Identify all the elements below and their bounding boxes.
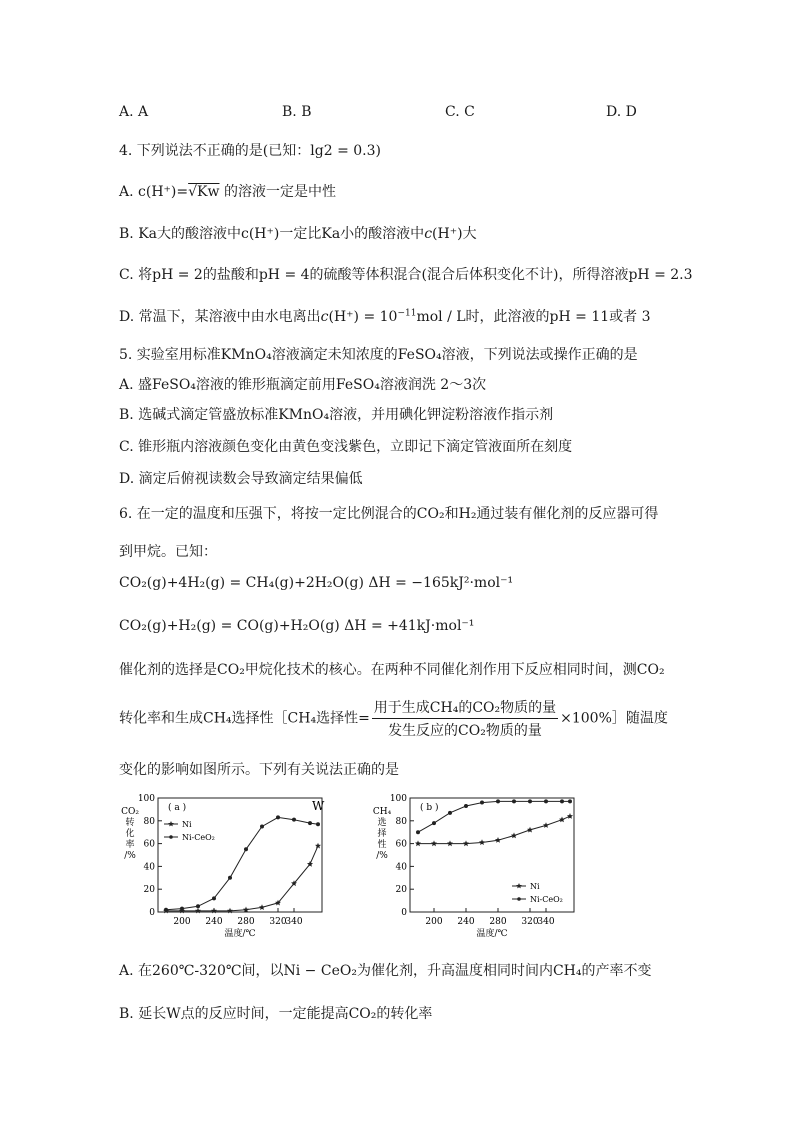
q5-option-d: D. 滴定后俯视读数会导致滴定结果偏低 bbox=[119, 471, 363, 487]
data-point-star bbox=[559, 817, 565, 823]
data-point-star bbox=[259, 904, 265, 910]
y-tick-label: 60 bbox=[143, 839, 155, 850]
q4-b-text: 一定比Ka小的酸溶液中 bbox=[279, 226, 425, 242]
q4-stem: 4. 下列说法不正确的是(已知：lg2 = 0.3) bbox=[119, 143, 381, 159]
q6-equation-1: CO₂(g)+4H₂(g) = CH₄(g)+2H₂O(g) ΔH = −165kJ²·mol⁻¹ bbox=[119, 575, 514, 591]
q4-option-b bbox=[119, 223, 477, 243]
y-tick-label: 80 bbox=[143, 816, 155, 827]
series-line bbox=[418, 816, 570, 843]
q4-option-c: C. 将pH = 2的盐酸和pH = 4的硫酸等体积混合(混合后体积变化不计)，所得溶液pH = 2.3 bbox=[119, 267, 693, 283]
data-point-star bbox=[195, 908, 201, 914]
q4-option-d bbox=[119, 306, 651, 326]
data-point-dot bbox=[212, 896, 216, 900]
y-tick-label: 0 bbox=[401, 908, 407, 918]
data-point-star bbox=[227, 908, 233, 914]
data-point-dot bbox=[528, 799, 532, 803]
q4-a-prefix: A. c bbox=[119, 184, 146, 200]
y-axis-label: 选 bbox=[377, 818, 387, 828]
y-axis-label: 率 bbox=[125, 840, 135, 850]
x-tick-label: 340 bbox=[537, 917, 555, 927]
q5-option-a: A. 盛FeSO₄溶液的锥形瓶滴定前用FeSO₄溶液润洗 2～3次 bbox=[119, 377, 487, 393]
q6-option-b: B. 延长W点的反应时间，一定能提高CO₂的转化率 bbox=[119, 1006, 433, 1022]
chart-co2-conversion bbox=[112, 788, 332, 948]
data-point-dot bbox=[560, 799, 564, 803]
q6-equation-2: CO₂(g)+H₂(g) = CO(g)+H₂O(g) ΔH = +41kJ·mol⁻¹ bbox=[119, 618, 475, 634]
option-a: A. A bbox=[119, 104, 149, 120]
q5-option-b: B. 选碱式滴定管盛放标准KMnO₄溶液，并用碘化钾淀粉溶液作指示剂 bbox=[119, 407, 554, 423]
y-tick-label: 40 bbox=[143, 862, 155, 873]
selectivity-fraction bbox=[372, 697, 558, 740]
x-tick-label: 240 bbox=[457, 917, 475, 927]
option-c: C. C bbox=[445, 104, 475, 120]
option-d: D. D bbox=[606, 104, 637, 120]
q4-b-expr1: (H⁺) bbox=[248, 226, 280, 242]
legend-marker-dot bbox=[517, 897, 521, 901]
y-tick-label: 60 bbox=[395, 839, 407, 850]
y-axis-label: 性 bbox=[377, 840, 387, 850]
data-point-star bbox=[415, 840, 421, 846]
q6-text-line3: 变化的影响如图所示。下列有关说法正确的是 bbox=[119, 762, 399, 778]
data-point-dot bbox=[292, 818, 296, 822]
legend-marker-star bbox=[516, 883, 522, 888]
data-point-star bbox=[431, 840, 437, 846]
data-point-dot bbox=[448, 811, 452, 815]
data-point-dot bbox=[308, 821, 312, 825]
series-line bbox=[166, 817, 318, 909]
data-point-star bbox=[511, 832, 517, 838]
q4-b-expr2: (H⁺) bbox=[432, 226, 463, 242]
data-point-dot bbox=[316, 822, 320, 826]
panel-label: ( b ) bbox=[420, 803, 439, 813]
y-axis-label: 转 bbox=[125, 818, 135, 828]
legend-marker-star bbox=[168, 821, 174, 826]
data-point-star bbox=[211, 908, 217, 914]
q6-stem-line1: 6. 在一定的温度和压强下，将按一定比例混合的CO₂和H₂通过装有催化剂的反应器可得 bbox=[119, 506, 659, 522]
data-point-dot bbox=[416, 830, 420, 834]
data-point-dot bbox=[228, 876, 232, 880]
fraction-numerator: 用于生成CH₄的CO₂物质的量 bbox=[372, 697, 558, 719]
data-point-dot bbox=[180, 907, 184, 911]
y-axis-label: 化 bbox=[125, 829, 135, 839]
legend-label: Ni bbox=[530, 882, 540, 891]
fraction-denominator: 发生反应的CO₂物质的量 bbox=[388, 723, 542, 739]
x-tick-label: 340 bbox=[285, 917, 303, 927]
x-tick-label: 240 bbox=[205, 917, 223, 927]
x-axis-label: 温度/℃ bbox=[224, 929, 256, 939]
data-point-dot bbox=[244, 847, 248, 851]
data-point-star bbox=[479, 839, 485, 845]
q5-option-c: C. 锥形瓶内溶液颜色变化由黄色变浅紫色，立即记下滴定管液面所在刻度 bbox=[119, 439, 573, 455]
q6-text-line1: 催化剂的选择是CO₂甲烷化技术的核心。在两种不同催化剂作用下反应相同时间，测CO₂ bbox=[119, 662, 665, 678]
q4-d-expr: (H⁺) = 10 bbox=[328, 309, 398, 325]
y-tick-label: 100 bbox=[389, 794, 407, 804]
x-tick-label: 200 bbox=[425, 917, 443, 927]
q4-option-a bbox=[119, 181, 336, 201]
q4-d-prefix: D. 常温下，某溶液中由水电离出 bbox=[119, 309, 321, 325]
data-point-dot bbox=[164, 908, 168, 912]
data-point-star bbox=[495, 837, 501, 843]
data-point-dot bbox=[464, 804, 468, 808]
q4-b-prefix: B. Ka大的酸溶液中c bbox=[119, 226, 249, 242]
q6-option-a: A. 在260℃-320℃间，以Ni − CeO₂为催化剂，升高温度相同时间内CH₄的产率不变 bbox=[119, 963, 652, 979]
data-point-dot bbox=[432, 821, 436, 825]
legend-label: Ni-CeO₂ bbox=[182, 833, 215, 842]
q4-d-post: mol / L时，此溶液的pH = 11或者 3 bbox=[416, 309, 651, 325]
y-tick-label: 100 bbox=[137, 794, 155, 804]
y-axis-label: 择 bbox=[377, 829, 387, 839]
y-axis-label: /% bbox=[376, 851, 388, 861]
data-point-star bbox=[567, 813, 573, 819]
data-point-star bbox=[447, 840, 453, 846]
y-tick-label: 20 bbox=[395, 885, 407, 896]
x-tick-label: 280 bbox=[489, 917, 507, 927]
data-point-dot bbox=[480, 801, 484, 805]
q4-a-text: 的溶液一定是中性 bbox=[219, 184, 336, 200]
data-point-dot bbox=[196, 904, 200, 908]
point-w-label: W bbox=[312, 799, 325, 814]
data-point-star bbox=[307, 861, 313, 867]
panel-label: ( a ) bbox=[168, 803, 187, 813]
data-point-dot bbox=[496, 799, 500, 803]
q5-stem: 5. 实验室用标准KMnO₄溶液滴定未知浓度的FeSO₄溶液，下列说法或操作正确的是 bbox=[119, 347, 638, 363]
data-point-dot bbox=[276, 815, 280, 819]
q4-b-c: c bbox=[424, 226, 433, 242]
q6-selectivity-suffix: ×100%］随温度 bbox=[560, 710, 668, 727]
q6-text-line2 bbox=[119, 697, 668, 740]
x-tick-label: 200 bbox=[173, 917, 191, 927]
q6-selectivity-label: 转化率和生成CH₄选择性［CH₄选择性= bbox=[119, 710, 370, 727]
y-axis-label: CH₄ bbox=[372, 807, 392, 817]
y-tick-label: 80 bbox=[395, 816, 407, 827]
data-point-star bbox=[463, 840, 469, 846]
plot-frame bbox=[158, 798, 322, 912]
data-point-dot bbox=[260, 825, 264, 829]
x-axis-label: 温度/℃ bbox=[476, 929, 508, 939]
y-axis-label: CO₂ bbox=[121, 807, 139, 817]
data-point-dot bbox=[512, 799, 516, 803]
data-point-dot bbox=[544, 799, 548, 803]
legend-label: Ni bbox=[182, 820, 192, 829]
data-point-star bbox=[543, 822, 549, 828]
y-tick-label: 20 bbox=[143, 885, 155, 896]
y-tick-label: 40 bbox=[395, 862, 407, 873]
data-point-star bbox=[527, 827, 533, 833]
x-tick-label: 320 bbox=[269, 917, 287, 927]
legend-marker-dot bbox=[169, 835, 173, 839]
series-line bbox=[418, 801, 570, 832]
q6-stem-line2: 到甲烷。已知： bbox=[119, 544, 217, 560]
data-point-dot bbox=[568, 799, 572, 803]
data-point-star bbox=[315, 843, 321, 849]
chart-ch4-selectivity bbox=[362, 788, 592, 948]
x-tick-label: 320 bbox=[521, 917, 539, 927]
option-b: B. B bbox=[282, 104, 312, 120]
y-axis-label: /% bbox=[124, 851, 136, 861]
x-tick-label: 280 bbox=[237, 917, 255, 927]
y-tick-label: 0 bbox=[149, 908, 155, 918]
q4-a-root: √Kw bbox=[188, 184, 220, 200]
q4-d-exponent: −11 bbox=[397, 308, 417, 319]
q4-b-post: 大 bbox=[462, 226, 477, 242]
q4-d-c: c bbox=[320, 309, 329, 325]
q4-a-expr: (H⁺)= bbox=[145, 184, 189, 200]
legend-label: Ni-CeO₂ bbox=[530, 895, 563, 904]
